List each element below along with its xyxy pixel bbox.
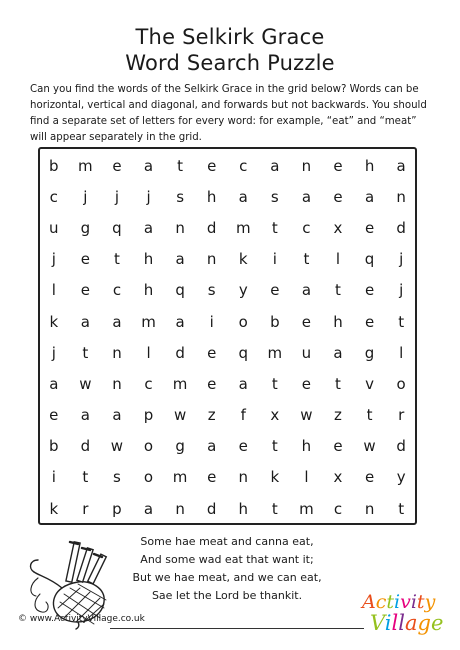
grid-letter: e [301, 374, 312, 393]
grid-letter: y [396, 468, 406, 487]
grid-letter: d [206, 499, 217, 518]
selkirk-grace-poem [112, 533, 342, 605]
grid-letter: i [51, 468, 56, 487]
grid-letter: m [141, 312, 156, 331]
grid-letter: u [301, 343, 312, 362]
grid-letter: c [112, 281, 122, 300]
grid-letter: u [49, 218, 59, 237]
grid-letter: j [51, 250, 56, 269]
grid-letter: d [206, 218, 217, 237]
grid-letter: a [238, 187, 248, 206]
grid-letter: k [238, 250, 248, 269]
grid-letter: h [364, 156, 375, 175]
grid-row [38, 306, 417, 337]
grid-row [38, 212, 417, 243]
grid-letter: k [49, 312, 59, 331]
grid-letter: x [333, 218, 343, 237]
grid-letter: b [49, 156, 59, 175]
grid-letter: m [172, 468, 188, 487]
logo-word-village: Village [370, 611, 444, 635]
grid-letter: e [238, 437, 248, 456]
grid-letter: t [271, 437, 278, 456]
grid-letter: n [112, 374, 122, 393]
instructions-text: Can you find the words of the Selkirk Grace in the grid below? Words can be horizontal, vertical and diagonal, and forwards but not backwards. You should find a separate set of letters for every word: for example, “eat” and “meat” will appear separately in the grid. [30, 84, 427, 143]
grid-letter: w [363, 437, 376, 456]
activity-village-logo [362, 592, 448, 634]
grid-letter: x [270, 406, 280, 425]
grid-letter: e [301, 312, 312, 331]
title-line-2: Word Search Puzzle [125, 51, 335, 75]
grid-letter: k [49, 499, 59, 518]
grid-letter: j [83, 187, 88, 206]
grid-letter: s [113, 468, 121, 487]
grid-letter: g [175, 437, 185, 456]
grid-letter: m [267, 343, 283, 362]
grid-letter: n [364, 499, 375, 518]
grid-letter: a [112, 312, 122, 331]
grid-letter: t [398, 499, 405, 518]
grid-row [38, 337, 417, 368]
grid-letter: i [272, 250, 277, 269]
grid-letter: e [207, 374, 217, 393]
grid-letter: a [49, 374, 59, 393]
grid-letter: e [270, 281, 280, 300]
grid-letter: n [396, 187, 406, 206]
grid-letter: t [271, 218, 278, 237]
grid-letter: t [271, 499, 278, 518]
copyright-url: © www.ActivityVillage.co.uk [18, 614, 145, 624]
grid-letter: j [399, 281, 404, 300]
grid-letter: l [399, 343, 404, 362]
grid-letter: s [176, 187, 185, 206]
grid-letter: r [398, 406, 405, 425]
grid-row [38, 244, 417, 275]
title-line-1: The Selkirk Grace [135, 25, 325, 49]
grid-letter: t [82, 468, 89, 487]
grid-letter: a [143, 499, 154, 518]
grid-letter: b [270, 312, 280, 331]
grid-letter: n [175, 499, 185, 518]
grid-letter: j [51, 343, 56, 362]
grid-letter: t [398, 312, 405, 331]
grid-letter: t [177, 156, 184, 175]
grid-letter: s [207, 281, 216, 300]
grid-letter: o [143, 468, 154, 487]
grid-letter: w [173, 406, 187, 425]
grid-letter: c [49, 187, 58, 206]
grid-letter: h [143, 281, 154, 300]
grid-letter: v [365, 374, 375, 393]
grid-letter: y [238, 281, 248, 300]
grid-row [38, 493, 417, 524]
grid-letter: b [49, 437, 59, 456]
grid-letter: j [399, 250, 404, 269]
grid-letter: q [112, 218, 122, 237]
grid-letter: c [239, 156, 248, 175]
grid-letter: t [114, 250, 120, 269]
grid-letter: e [49, 406, 59, 425]
grid-letter: o [396, 374, 406, 393]
poem-line-2: And some wad eat that want it; [140, 553, 314, 566]
grid-letter: e [333, 437, 343, 456]
grid-letter: h [143, 250, 154, 269]
grid-letter: p [112, 499, 122, 518]
page-title [0, 24, 460, 76]
grid-letter: a [238, 374, 248, 393]
grid-letter: h [206, 187, 217, 206]
grid-letter: x [333, 468, 343, 487]
grid-letter: c [302, 218, 311, 237]
grid-letter: a [364, 187, 375, 206]
grid-letter: z [207, 406, 216, 425]
grid-row [38, 150, 417, 181]
poem-line-4: Sae let the Lord be thankit. [151, 589, 303, 602]
grid-letter: j [114, 187, 120, 206]
grid-letter: a [175, 250, 185, 269]
grid-letter: a [143, 156, 154, 175]
grid-row [38, 368, 417, 399]
grid-letter: n [238, 468, 249, 487]
grid-letter: m [172, 374, 188, 393]
poem-line-3: But we hae meat, and we can eat, [132, 571, 322, 584]
grid-letter: r [82, 499, 89, 518]
grid-letter: o [143, 437, 154, 456]
grid-letter: e [364, 218, 375, 237]
grid-letter: f [240, 406, 246, 425]
grid-letter: a [301, 281, 312, 300]
grid-letter: e [207, 468, 217, 487]
grid-letter: a [270, 156, 280, 175]
grid-letter: g [80, 218, 91, 237]
grid-letter: m [78, 156, 93, 175]
grid-row [38, 275, 417, 306]
grid-letter: l [335, 250, 341, 269]
grid-letter: q [364, 250, 375, 269]
grid-letter: a [80, 312, 90, 331]
grid-letter: k [270, 468, 280, 487]
grid-letter: d [80, 437, 91, 456]
grid-letter: e [207, 343, 217, 362]
grid-letter: j [146, 187, 151, 206]
grid-letter: e [333, 156, 343, 175]
footer-divider [110, 628, 364, 629]
grid-letter: w [110, 437, 124, 456]
grid-letter: g [364, 343, 375, 362]
grid-letter: t [366, 406, 373, 425]
grid-row [38, 400, 417, 431]
grid-letter: s [270, 187, 279, 206]
grid-letter: a [396, 156, 406, 175]
grid-letter: z [334, 406, 342, 425]
grid-letter: n [206, 250, 217, 269]
grid-letter: w [300, 406, 313, 425]
grid-letter: q [175, 281, 185, 300]
grid-letter: m [235, 218, 251, 237]
grid-letter: a [112, 406, 122, 425]
grid-letter: h [238, 499, 249, 518]
grid-letter: m [299, 499, 314, 518]
grid-row [38, 431, 417, 462]
grid-letter: q [238, 343, 249, 362]
grid-letter: e [364, 281, 375, 300]
grid-letter: d [396, 218, 406, 237]
logo-word-activity: Activity [362, 591, 436, 613]
grid-letter: l [304, 468, 309, 487]
grid-row [38, 181, 417, 212]
grid-letter: d [175, 343, 185, 362]
grid-letter: p [143, 406, 154, 425]
grid-letter: e [364, 312, 375, 331]
grid-letter: h [333, 312, 343, 331]
grid-letter: i [209, 312, 214, 331]
grid-letter: d [396, 437, 406, 456]
grid-letter: t [303, 250, 310, 269]
grid-letter: e [364, 468, 375, 487]
grid-letter: a [80, 406, 90, 425]
grid-letter: l [146, 343, 151, 362]
grid-letter: h [301, 437, 312, 456]
grid-row [38, 462, 417, 493]
poem-line-1: Some hae meat and canna eat, [140, 535, 314, 548]
word-search-grid [38, 150, 417, 524]
grid-letter: e [333, 187, 343, 206]
grid-letter: a [143, 218, 154, 237]
grid-letter: o [238, 312, 248, 331]
grid-letter: c [333, 499, 343, 518]
grid-letter: t [82, 343, 89, 362]
grid-letter: a [333, 343, 343, 362]
grid-letter: t [335, 281, 341, 300]
grid-letter: e [207, 156, 217, 175]
grid-letter: n [175, 218, 185, 237]
grid-letter: a [175, 312, 185, 331]
grid-letter: a [301, 187, 312, 206]
grid-letter: n [112, 343, 122, 362]
grid-letter: e [80, 281, 90, 300]
grid-letter: t [335, 374, 341, 393]
grid-letter: w [79, 374, 92, 393]
grid-letter: a [207, 437, 217, 456]
grid-letter: l [51, 281, 56, 300]
grid-letter: c [144, 374, 153, 393]
grid-letter: n [301, 156, 312, 175]
grid-letter: t [271, 374, 278, 393]
grid-letter: e [80, 250, 90, 269]
grid-letter: e [112, 156, 122, 175]
